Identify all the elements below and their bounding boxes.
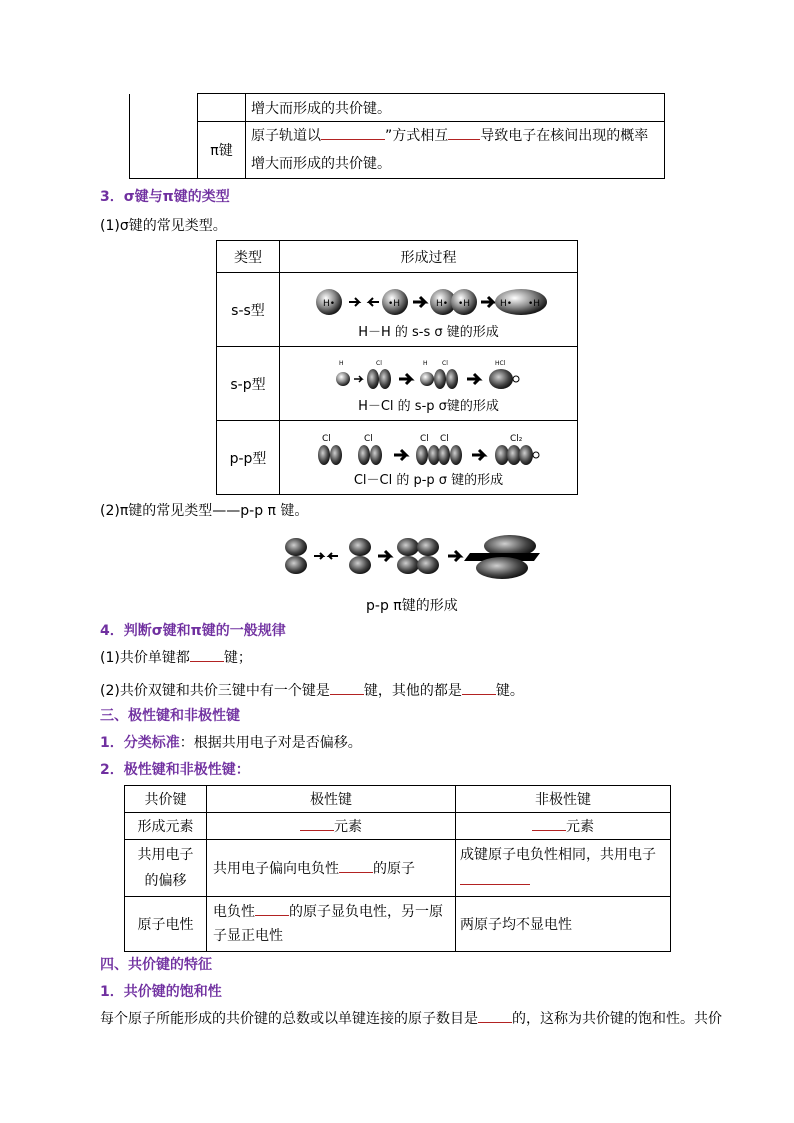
rule1-a: (1)共价单键都	[100, 650, 190, 666]
rule1-b: 键；	[223, 650, 252, 666]
pi-text-c: 导致电子在核间出现的概率	[480, 128, 649, 144]
p4-1-title: 1．共价键的饱和性	[100, 984, 222, 1000]
type-pp: p-p型	[217, 421, 280, 495]
label-cl2: Cl₂	[509, 434, 522, 444]
p4-1-text-a: 每个原子所能形成的共价键的总数或以单键连接的原子数目是	[100, 1011, 478, 1027]
answer-blank[interactable]	[448, 125, 480, 140]
p4-1-text-b: 的，这称为共价键的饱和性。共价	[512, 1011, 722, 1027]
p3-1-text: ：根据共用电子对是否偏移。	[179, 735, 362, 751]
label-h: •H	[387, 299, 400, 309]
answer-blank[interactable]	[300, 816, 334, 831]
answer-blank[interactable]	[532, 816, 566, 831]
pi-text-b: ”方式相互	[385, 128, 449, 144]
part3-title: 三、极性键和非极性键	[100, 708, 240, 724]
label-h: H•	[322, 299, 335, 309]
rule2-c: 键。	[495, 683, 524, 699]
answer-blank[interactable]	[330, 680, 364, 695]
r2-nonpolar: 成键原子电负性相同，共用电子	[460, 847, 656, 863]
caption-ss: H－H 的 s-s σ 键的形成	[358, 325, 499, 340]
answer-blank[interactable]	[462, 680, 496, 695]
pi-label: π键	[198, 122, 246, 179]
section3-title: 3．σ键与π键的类型	[100, 189, 230, 205]
sp-sigma-diagram	[329, 357, 529, 393]
pi-intro: (2)π键的常见类型——p-p π 键。	[100, 503, 309, 519]
r2-polar-b: 的原子	[373, 861, 415, 877]
r3-label: 原子电性	[125, 897, 207, 952]
top-table	[129, 93, 665, 179]
part4-title: 四、共价键的特征	[100, 957, 212, 973]
label-h: H•	[499, 299, 512, 309]
label-cl: Cl	[321, 434, 331, 444]
answer-blank[interactable]	[321, 125, 385, 140]
label-cl: Cl	[419, 434, 429, 444]
p3-2-title: 2．极性键和非极性键	[100, 762, 236, 778]
pp-pi-diagram	[282, 533, 542, 583]
head-nonpolar: 非极性键	[456, 786, 671, 813]
r3-polar-c: 子显正电性	[213, 928, 283, 944]
top-row1-text: 增大而形成的共价键。	[246, 94, 665, 122]
label-cl: Cl	[363, 434, 373, 444]
answer-blank[interactable]	[478, 1008, 512, 1023]
label-h: •H	[457, 299, 470, 309]
r1-nonpolar-suffix: 元素	[566, 819, 594, 835]
label-h: H	[338, 360, 344, 367]
head-type: 类型	[217, 241, 280, 273]
r1-label: 形成元素	[125, 813, 207, 840]
p3-1-title: 1．分类标准	[100, 735, 180, 751]
caption-pp: Cl－Cl 的 p-p σ 键的形成	[353, 473, 504, 488]
r2-label-b: 的偏移	[144, 873, 187, 889]
r1-polar-suffix: 元素	[334, 819, 362, 835]
pp-sigma-diagram	[314, 431, 544, 467]
rule2-b: 键，其他的都是	[363, 683, 462, 699]
r2-polar-a: 共用电子偏向电负性	[213, 861, 339, 877]
polar-table	[124, 785, 671, 952]
answer-blank[interactable]	[255, 901, 289, 916]
label-cl: Cl	[441, 360, 448, 367]
answer-blank[interactable]	[460, 870, 530, 885]
label-h: •H	[527, 299, 540, 309]
rule2-a: (2)共价双键和共价三键中有一个键是	[100, 683, 330, 699]
type-sp: s-p型	[217, 347, 280, 421]
section4-title: 4．判断σ键和π键的一般规律	[100, 623, 286, 639]
label-cl: Cl	[439, 434, 449, 444]
r3-polar-b: 的原子显负电性，另一原	[289, 904, 443, 920]
pi-text-a: 原子轨道以	[251, 128, 321, 144]
ss-sigma-diagram	[309, 285, 549, 319]
label-hcl: HCl	[494, 360, 505, 367]
head-bond: 共价键	[125, 786, 207, 813]
label-cl: Cl	[375, 360, 382, 367]
answer-blank[interactable]	[190, 647, 224, 662]
sigma-intro: (1)σ键的常见类型。	[100, 218, 227, 234]
r3-polar-a: 电负性	[213, 904, 255, 920]
r3-nonpolar: 两原子均不显电性	[456, 897, 671, 952]
label-h: H	[422, 360, 428, 367]
pi-caption: p-p π键的形成	[366, 598, 458, 614]
head-polar: 极性键	[207, 786, 456, 813]
answer-blank[interactable]	[339, 858, 373, 873]
p3-2-colon: ：	[235, 762, 250, 778]
pi-text-d: 增大而形成的共价键。	[251, 156, 391, 172]
label-h: H•	[435, 299, 448, 309]
r2-label-a: 共用电子	[137, 847, 194, 863]
type-ss: s-s型	[217, 273, 280, 347]
sigma-table	[216, 240, 578, 495]
head-process: 形成过程	[280, 241, 578, 273]
caption-sp: H－Cl 的 s-p σ键的形成	[358, 399, 499, 414]
